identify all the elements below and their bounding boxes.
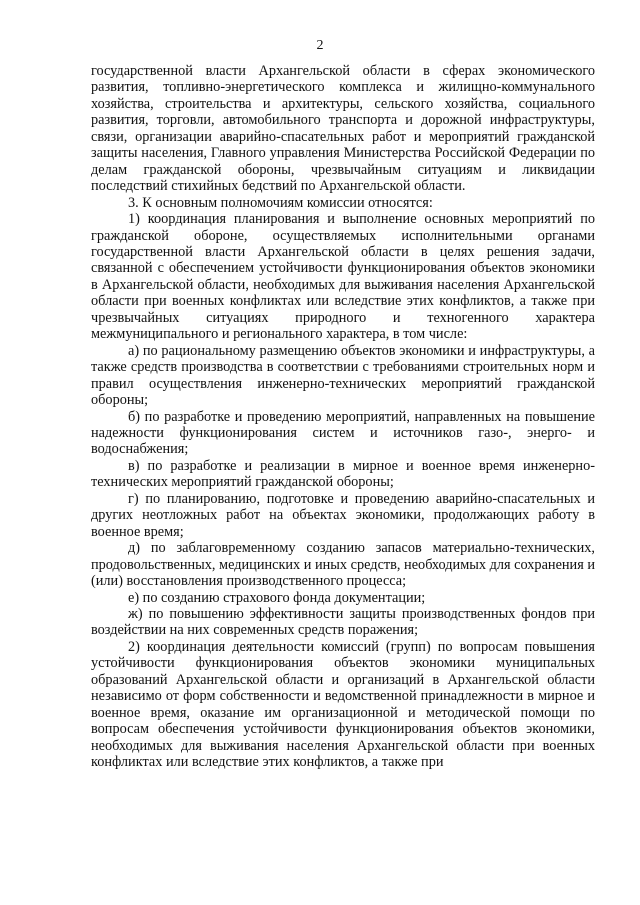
paragraph: 3. К основным полномочиям комиссии относятся: [128, 194, 433, 211]
paragraph: е) по созданию страхового фонда документации; [128, 589, 426, 606]
paragraph: 1) координация планирования и выполнение основных мероприятий по гражданской обороне, осуществляемых исполнительными органами государственной власти Архангельской области в целях решения задачи, связанной с обеспечением устойчивости функционирования объектов экономики в Архангельской области, необходимых для выживания населения Архангельской области при военных конфликтах или вследствие этих конфликтов, а также при чрезвычайных ситуациях природного и техногенного характера межмуниципального и регионального характера, в том числе: [91, 211, 595, 343]
paragraph: д) по заблаговременному созданию запасов материально-технических, продовольственных, медицинских и иных средств, необходимых для сохранения и (или) восстановления производственного процесса; [91, 540, 596, 590]
document-body [91, 63, 595, 770]
paragraph: ж) по повышению эффективности защиты производственных фондов при воздействии на них современных средств поражения; [91, 605, 595, 639]
paragraph: г) по планированию, подготовке и проведению аварийно-спасательных и других неотложных работ на объектах экономики, продолжающих работу в военное время; [91, 490, 595, 540]
paragraph: а) по рациональному размещению объектов экономики и инфраструктуры, а также средств производства в соответствии с требованиями строительных норм и правил осуществления инженерно-технических мероприятий гражданской обороны; [91, 342, 595, 409]
paragraph: в) по разработке и реализации в мирное и военное время инженерно-технических мероприятий гражданской обороны; [91, 457, 595, 491]
paragraph: государственной власти Архангельской области в сферах экономического развития, топливно-энергетического комплекса и жилищно-коммунального хозяйства, строительства и архитектуры, сельского хозяйства, социального развития, торговли, автомобильного транспорта и дорожной инфраструктуры, связи, организации аварийно-спасательных работ и мероприятий гражданской защиты населения, Главного управления Министерства Российской Федерации по делам гражданской обороны, чрезвычайным ситуациям и ликвидации последствий стихийных бедствий по Архангельской области. [91, 63, 595, 195]
paragraph: 2) координация деятельности комиссий (групп) по вопросам повышения устойчивости функционирования объектов экономики муниципальных образований Архангельской области и организаций в Архангельской области независимо от форм собственности и ведомственной принадлежности в мирное и военное время, оказание им организационной и методической помощи по вопросам обеспечения устойчивости функционирования объектов экономики, необходимых для выживания населения Архангельской области при военных конфликтах или вследствие этих конфликтов, а также при [91, 638, 595, 771]
page-number: 2 [316, 38, 324, 53]
paragraph: б) по разработке и проведению мероприятий, направленных на повышение надежности функционирования систем и источников газо-, энерго- и водоснабжения; [91, 408, 595, 458]
